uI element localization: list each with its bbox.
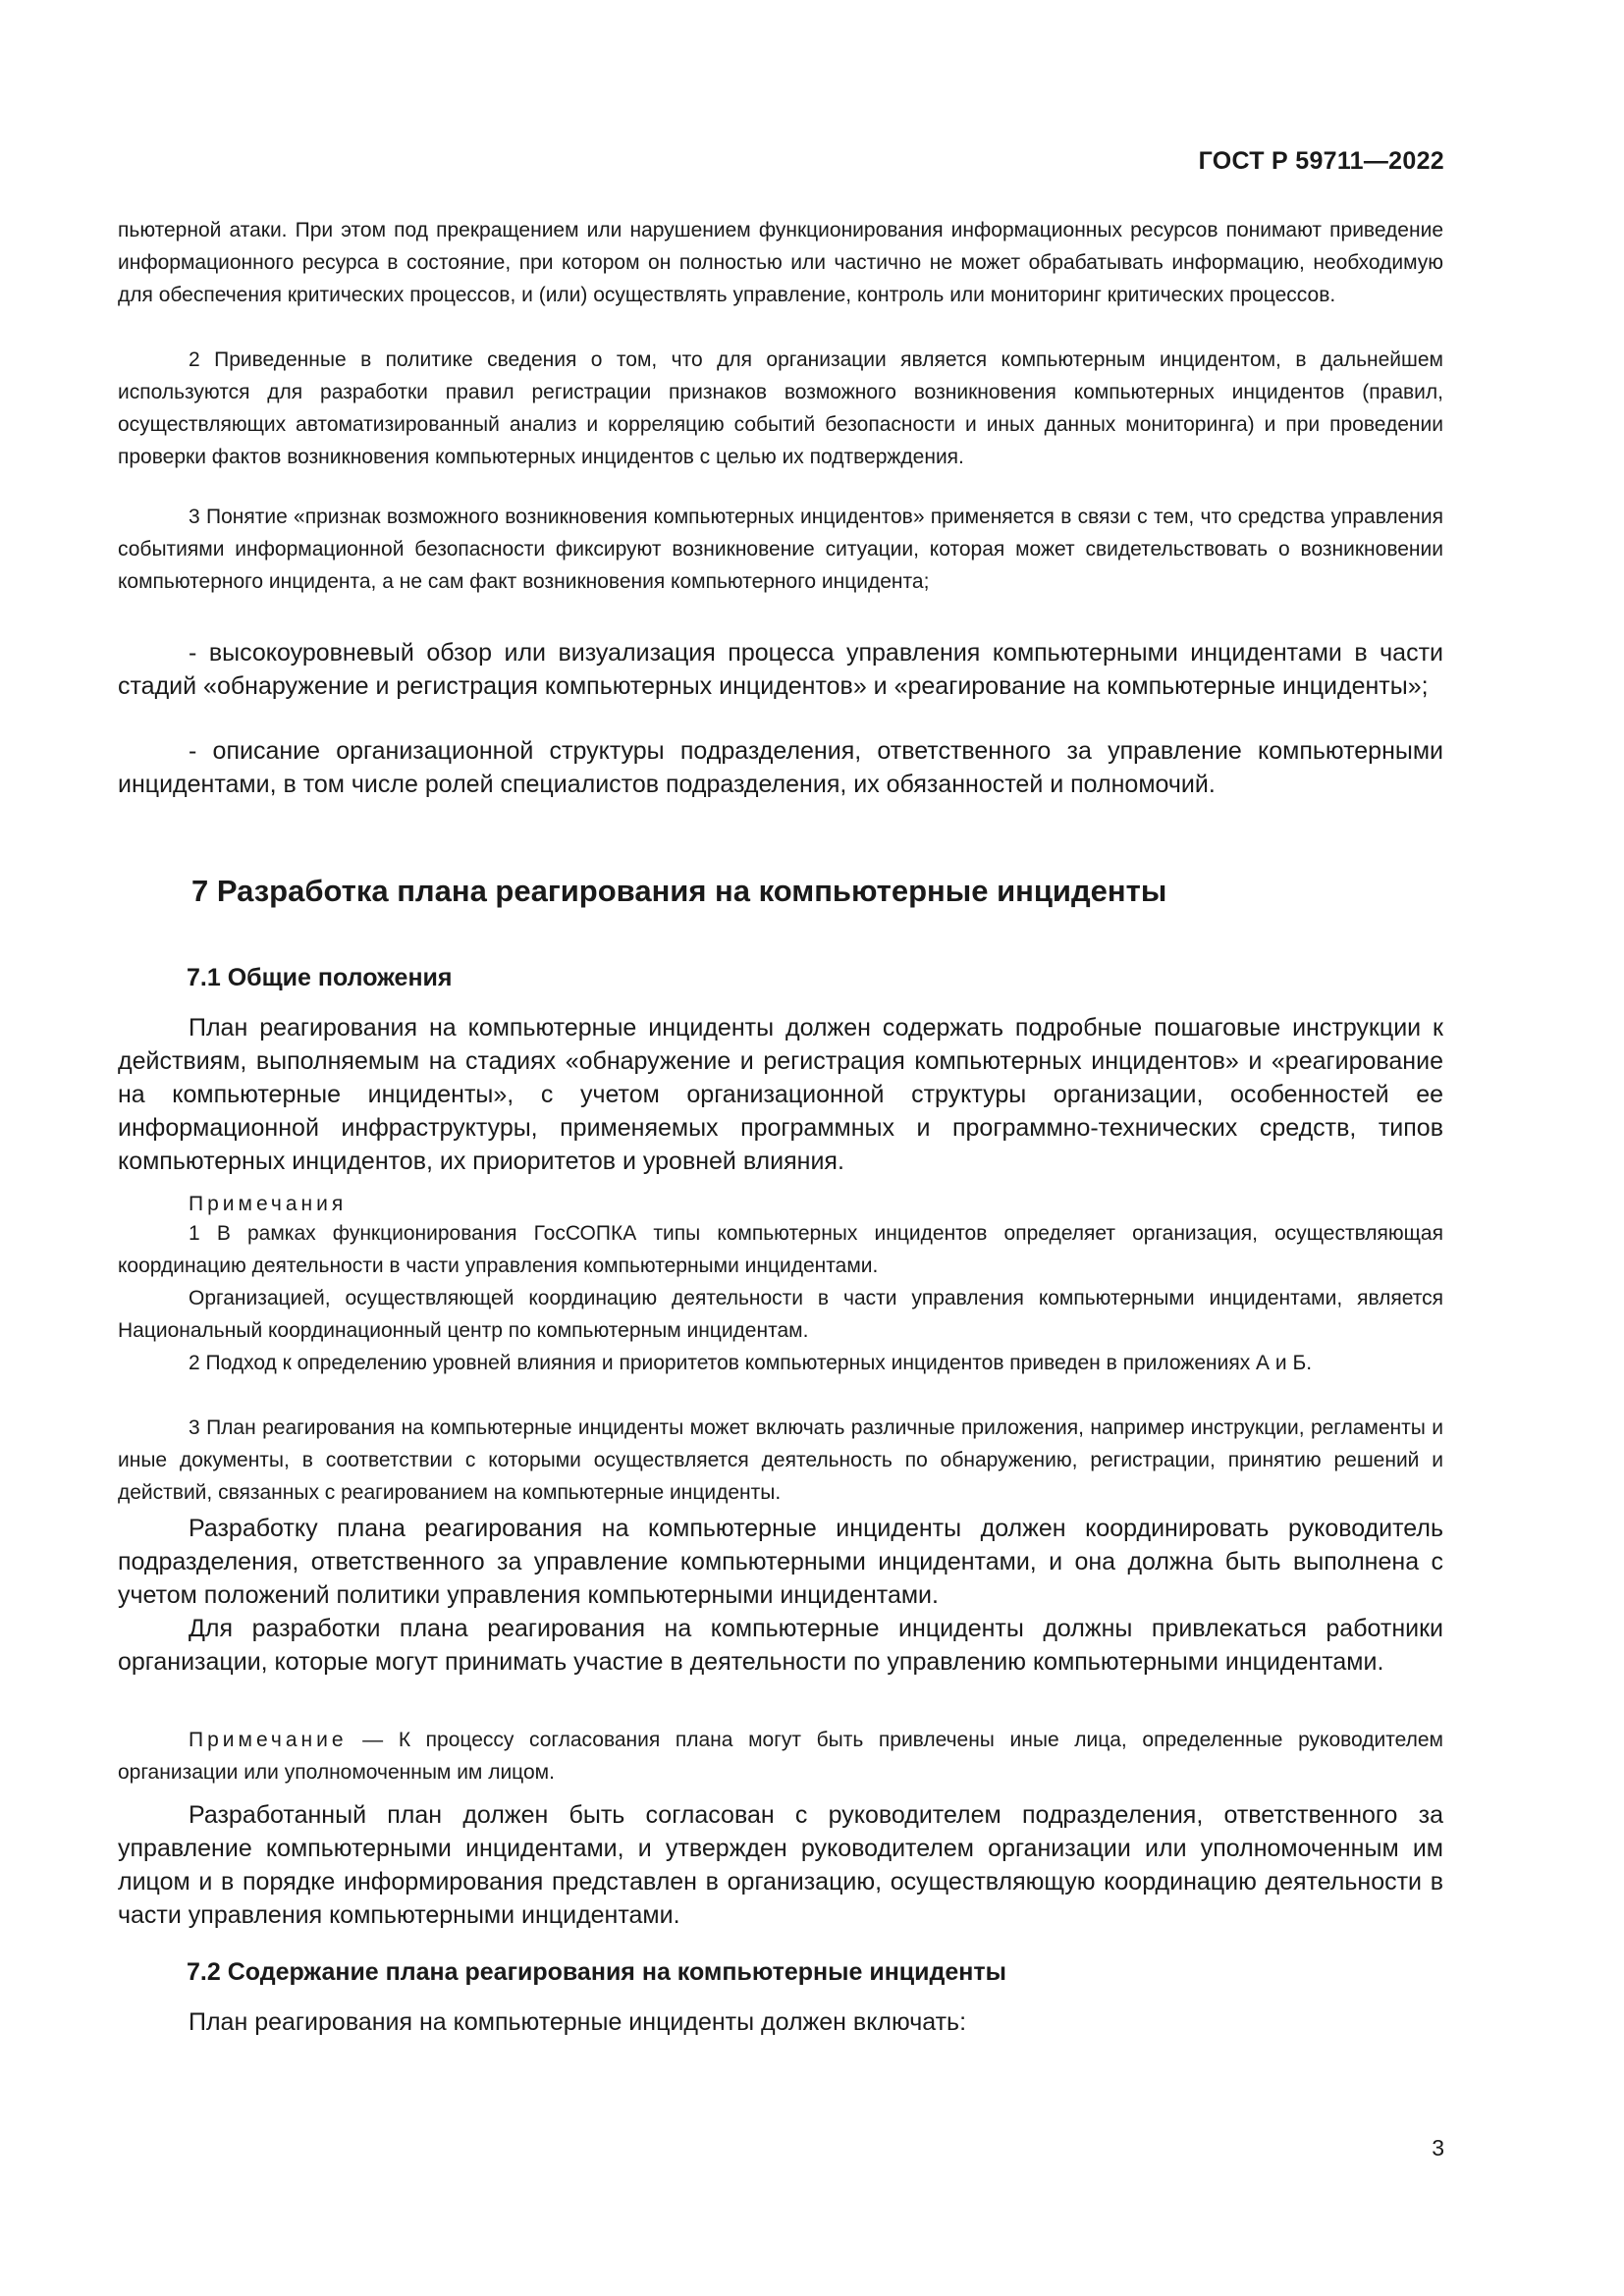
note-2: 2 Приведенные в политике сведения о том, что для организации является компьютерным инцидентом, в дальнейшем используются для разработки правил регистрации признаков возможного возникновения компьютерных инцидентов (правил, осуществляющих автоматизированный анализ и корреляцию событий безопасности и иных данных мониторинга) и при проведении проверки фактов возникновения компьютерных инцидентов с целью их подтверждения. bbox=[118, 348, 1443, 468]
bullet-item-structure: - описание организационной структуры подразделения, ответственного за управление компьютерными инцидентами, в том числе ролей специалистов подразделения, их обязанностей и полномочий. bbox=[118, 737, 1443, 798]
note-3: 3 Понятие «признак возможного возникновения компьютерных инцидентов» применяется в связи с тем, что средства управления событиями информационной безопасности фиксируют возникновение ситуации, которая может свидетельствовать о возникновении компьютерного инцидента, а не сам факт возникновения компьютерного инцидента; bbox=[118, 506, 1443, 593]
paragraph-plan-includes: План реагирования на компьютерные инциденты должен включать: bbox=[189, 2008, 967, 2036]
note-2-appendix: 2 Подход к определению уровней влияния и приоритетов компьютерных инцидентов приведен в приложениях А и Б. bbox=[189, 1352, 1313, 1374]
page-number: 3 bbox=[1432, 2135, 1444, 2161]
paragraph-coordination: Разработку плана реагирования на компьютерные инциденты должен координировать руководитель подразделения, ответственного за управление компьютерными инцидентами, и она должна быть выполнена с учетом положений политики управления компьютерными инцидентами. bbox=[118, 1515, 1443, 1609]
subsection-7-1-title: 7.1 Общие положения bbox=[187, 964, 453, 991]
paragraph-staff: Для разработки плана реагирования на компьютерные инциденты должны привлекаться работники организации, которые могут принимать участие в деятельности по управлению компьютерными инцидентами. bbox=[118, 1615, 1443, 1676]
note-approval bbox=[118, 1724, 1443, 1789]
note-3-attachments: 3 План реагирования на компьютерные инциденты может включать различные приложения, например инструкции, регламенты и иные документы, в соответствии с которыми осуществляется деятельность по обнаружению, регистрации, принятию решений и действий, связанных с реагированием на компьютерные инциденты. bbox=[118, 1416, 1443, 1504]
note-text: К процессу согласования плана могут быть привлечены иные лица, определенные руководителем организации или уполномоченным им лицом. bbox=[118, 1729, 1443, 1784]
note-1-continuation: Организацией, осуществляющей координацию деятельности в части управления компьютерными инцидентами, является Национальный координационный центр по компьютерным инцидентам. bbox=[118, 1287, 1443, 1342]
note-label: Примечание bbox=[189, 1729, 348, 1751]
note-1: 1 В рамках функционирования ГосСОПКА типы компьютерных инцидентов определяет организация, осуществляющая координацию деятельности в части управления компьютерными инцидентами. bbox=[118, 1222, 1443, 1277]
notes-label: Примечания bbox=[189, 1193, 348, 1215]
section-7-title: 7 Разработка плана реагирования на компьютерные инциденты bbox=[191, 874, 1167, 908]
bullet-item-overview: - высокоуровневый обзор или визуализация процесса управления компьютерными инцидентами в части стадий «обнаружение и регистрация компьютерных инцидентов» и «реагирование на компьютерные инциденты»; bbox=[118, 639, 1443, 700]
note-continuation: пьютерной атаки. При этом под прекращением или нарушением функционирования информационных ресурсов понимают приведение информационного ресурса в состояние, при котором он полностью или частично не может обрабатывать информацию, необходимую для обеспечения критических процессов, и (или) осуществлять управление, контроль или мониторинг критических процессов. bbox=[118, 219, 1443, 306]
paragraph-approval: Разработанный план должен быть согласован с руководителем подразделения, ответственного за управление компьютерными инцидентами, и утвержден руководителем организации или уполномоченным им лицом и в порядке информирования представлен в организацию, осуществляющую координацию деятельности в части управления компьютерными инцидентами. bbox=[118, 1801, 1443, 1929]
standard-number: ГОСТ Р 59711—2022 bbox=[1198, 147, 1444, 175]
subsection-7-2-title: 7.2 Содержание плана реагирования на компьютерные инциденты bbox=[187, 1958, 1006, 1986]
note-dash: — bbox=[347, 1729, 399, 1751]
paragraph-plan-content: План реагирования на компьютерные инциденты должен содержать подробные пошаговые инструкции к действиям, выполняемым на стадиях «обнаружение и регистрация компьютерных инцидентов» и «реагирование на компьютерные инциденты», с учетом организационной структуры организации, особенностей ее информационной инфраструктуры, применяемых программных и программно-технических средств, типов компьютерных инцидентов, их приоритетов и уровней влияния. bbox=[118, 1014, 1443, 1175]
